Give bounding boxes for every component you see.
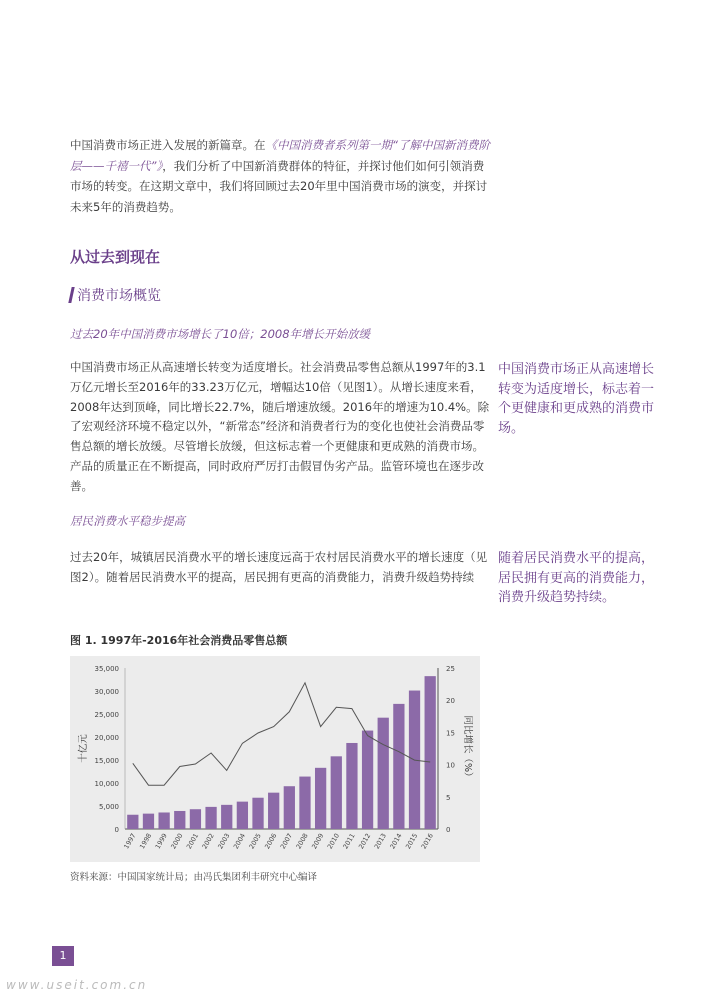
y-tick-label: 35,000 xyxy=(94,665,119,673)
x-tick-label: 2016 xyxy=(419,832,435,851)
intro-series-reference: 《中国消费者系列第一期“了解中国新消费阶层——千禧一代”》 xyxy=(70,138,490,173)
bar xyxy=(174,811,185,829)
section-title: 从过去到现在 xyxy=(70,248,161,266)
bar xyxy=(190,809,201,829)
x-tick-label: 1997 xyxy=(122,832,138,851)
x-tick-label: 2001 xyxy=(184,832,201,851)
bar xyxy=(158,812,169,829)
paragraph-b: 过去20年，城镇居民消费水平的增长速度远高于农村居民消费水平的增长速度（见图2）。随着居民消费水平的提高，居民拥有更高的消费能力，消费升级趋势持续 xyxy=(70,550,488,584)
bar xyxy=(393,704,404,829)
bar xyxy=(284,786,295,829)
x-tick-label: 2015 xyxy=(404,832,420,851)
y2-axis-label: 同比增长（%） xyxy=(462,715,473,782)
bar xyxy=(378,718,389,829)
x-tick-label: 2007 xyxy=(278,832,295,851)
x-tick-label: 2005 xyxy=(247,832,263,851)
x-tick-label: 2006 xyxy=(263,832,279,851)
bar xyxy=(362,731,373,829)
bar xyxy=(252,798,263,829)
y-axis-label: 十亿元 xyxy=(78,734,89,763)
y-tick-label: 0 xyxy=(114,826,119,834)
bar xyxy=(268,793,279,829)
x-tick-label: 1999 xyxy=(153,832,169,851)
y2-tick-label: 10 xyxy=(446,761,455,770)
y-tick-label: 10,000 xyxy=(94,780,119,788)
y-tick-label: 25,000 xyxy=(94,711,119,719)
y2-tick-label: 5 xyxy=(446,793,451,802)
y2-tick-label: 25 xyxy=(446,665,455,673)
x-tick-label: 2014 xyxy=(388,832,404,851)
x-tick-label: 2004 xyxy=(231,832,248,851)
x-tick-label: 2003 xyxy=(216,832,232,851)
bar xyxy=(205,807,216,829)
paragraph-a: 中国消费市场正从高速增长转变为适度增长。社会消费品零售总额从1997年的3.1万亿元增长至2016年的33.23万亿元，增幅达10倍（见图1）。从增长速度来看，2008年达到顶峰，同比增长22.7%，随后增速放缓。2016年的增速为10.4%。除了宏观经济环境不稳定以外，“新常态”经济和消费者行为的变化也使社会消费品零售总额的增长放缓。尽管增长放缓，但这标志着一个更健康和更成熟的消费市场。产品的质量正在不断提高，同时政府严厉打击假冒伪劣产品。监管环境也在逐步改善。 xyxy=(70,360,490,493)
callout-a: 中国消费市场正从高速增长转变为适度增长，标志着一个更健康和更成熟的消费市场。 xyxy=(498,362,655,436)
bar xyxy=(331,756,342,829)
x-tick-label: 2008 xyxy=(294,832,310,851)
x-tick-label: 2009 xyxy=(310,832,326,851)
y-tick-label: 30,000 xyxy=(94,688,119,696)
heading-a: 过去20年中国消费市场增长了10倍；2008年增长开始放缓 xyxy=(70,327,371,341)
y-tick-label: 20,000 xyxy=(94,734,119,742)
y2-tick-label: 15 xyxy=(446,729,455,738)
chart-panel xyxy=(70,656,480,862)
x-tick-label: 2012 xyxy=(357,832,373,851)
x-tick-label: 1998 xyxy=(138,832,154,851)
bar xyxy=(127,815,138,829)
callout-b: 随着居民消费水平的提高，居民拥有更高的消费能力，消费升级趋势持续。 xyxy=(498,551,655,605)
x-tick-label: 2002 xyxy=(200,832,216,851)
x-tick-label: 2013 xyxy=(372,832,388,851)
x-tick-label: 2000 xyxy=(169,832,185,851)
y2-tick-label: 20 xyxy=(446,697,455,706)
intro-text-1: 中国消费市场正进入发展的新篇章。在 xyxy=(70,138,266,152)
heading-b: 居民消费水平稳步提高 xyxy=(70,514,185,528)
intro-text-2: ，我们分析了中国新消费群体的特征，并探讨他们如何引领消费市场的转变。在这期文章中，我们将回顾过去20年里中国消费市场的演变，并探讨未来5年的消费趋势。 xyxy=(70,158,488,214)
figure-title: 图 1. 1997年-2016年社会消费品零售总额 xyxy=(70,634,288,647)
y-tick-label: 15,000 xyxy=(94,757,119,765)
retail-sales-chart xyxy=(70,656,480,862)
bar xyxy=(425,676,436,829)
heading-accent-bar xyxy=(68,287,74,303)
bar xyxy=(237,802,248,829)
bar xyxy=(315,768,326,829)
x-tick-label: 2010 xyxy=(325,832,342,851)
y2-tick-label: 0 xyxy=(446,826,451,834)
y-tick-label: 5,000 xyxy=(98,803,119,811)
intro-paragraph xyxy=(70,135,490,217)
bar xyxy=(221,805,232,829)
subsection-heading xyxy=(70,285,161,305)
subsection-title: 消费市场概览 xyxy=(77,288,161,304)
bar xyxy=(346,743,357,829)
page-number: 1 xyxy=(52,946,74,966)
x-tick-label: 2011 xyxy=(341,832,357,851)
source-note: 资料来源：中国国家统计局；由冯氏集团利丰研究中心编译 xyxy=(70,872,318,883)
bar xyxy=(299,777,310,829)
bar xyxy=(143,814,154,829)
footer-watermark: www.useit.com.cn xyxy=(6,978,148,992)
